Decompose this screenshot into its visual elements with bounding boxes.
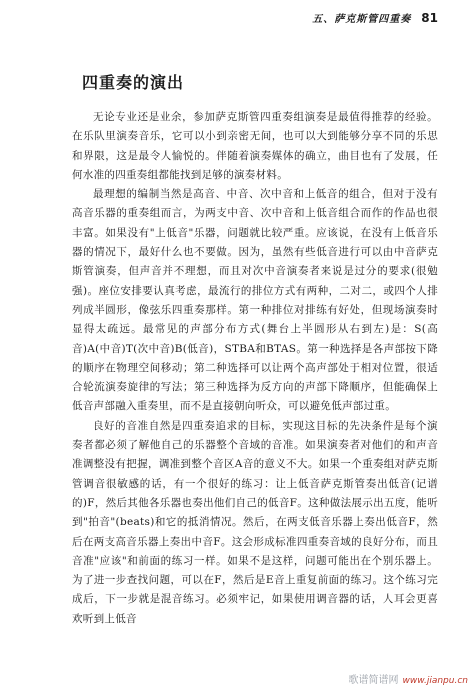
section-title: 四重奏的演出 [82, 73, 185, 92]
watermark [348, 671, 468, 686]
page-number: 81 [421, 11, 438, 25]
watermark-url: www.jianpu.cn [402, 676, 468, 686]
paragraph-3: 良好的音准自然是四重奏追求的目标，实现这目标的先决条件是每个演奏者都必须了解他自己的乐器整个音域的音准。如果演奏者对他们的和声音准调整没有把握，调准到整个音区A音的意义不大。如果一个重奏组对萨克斯管调音很敏感的话，有一个很好的练习：让上低音萨克斯管奏出低音(记谱的)F，然后其他各乐器也奏出他们自己的低音F。这种做法展示出五度，能听到"拍音"(beats)和它的抵消情况。然后，在两支低音乐器上奏出低音F，然后在两支高音乐器上奏出中音F。这会形成标准四重奏音域的良好分布，而且音准"应该"和前面的练习一样。如果不是这样，问题可能出在个别乐器上。为了进一步查找问题，可以在F，然后是E音上重复前面的练习。这个练习完成后，下一步就是混音练习。必须牢记，如果使用调音器的话，人耳会更喜欢听到上低音 [72, 419, 438, 625]
body-text [72, 108, 438, 629]
running-title: 五、萨克斯管四重奏 [312, 14, 412, 25]
watermark-text: 歌谱简谱网 [348, 675, 399, 686]
page-header [312, 10, 438, 25]
paragraph-1: 无论专业还是业余，参加萨克斯管四重奏组演奏是最值得推荐的经验。在乐队里演奏音乐，它可以小到亲密无间，也可以大到能够分享不同的乐思和界限，这是最令人愉悦的。伴随着演奏媒体的确立，曲目也有了发展，任何水准的四重奏组都能找到足够的演奏材料。 [72, 111, 438, 181]
paragraph-2: 最理想的编制当然是高音、中音、次中音和上低音的组合，但对于没有高音乐器的重奏组而言，为两支中音、次中音和上低音组合而作的作品也很丰富。如果没有"上低音"乐器，问题就比较严重。应该说，在没有上低音乐器的情况下，最好什么也不要做。因为，虽然有些低音进行可以由中音萨克斯管演奏，但声音并不理想，而且对次中音演奏者来说是过分的要求(很勉强)。座位安排要认真考虑，最流行的排位方式有两种，二对二，或四个人排列成半圆形，像弦乐四重奏那样。第一种排位对排练有好处，但现场演奏时显得太疏远。最常见的声部分布方式(舞台上半圆形从右到左)是：S(高音)A(中音)T(次中音)B(低音)，STBA和BTAS。第一种选择是各声部按下降的顺序在物理空间移动；第二种选择可以让两个高声部处于相对位置，很适合轮流演奏旋律的写法；第三种选择为反方向的声部下降顺序，但能确保上低音声部融入重奏里，而不是直接朝向听众，可以避免低声部过重。 [72, 188, 438, 413]
